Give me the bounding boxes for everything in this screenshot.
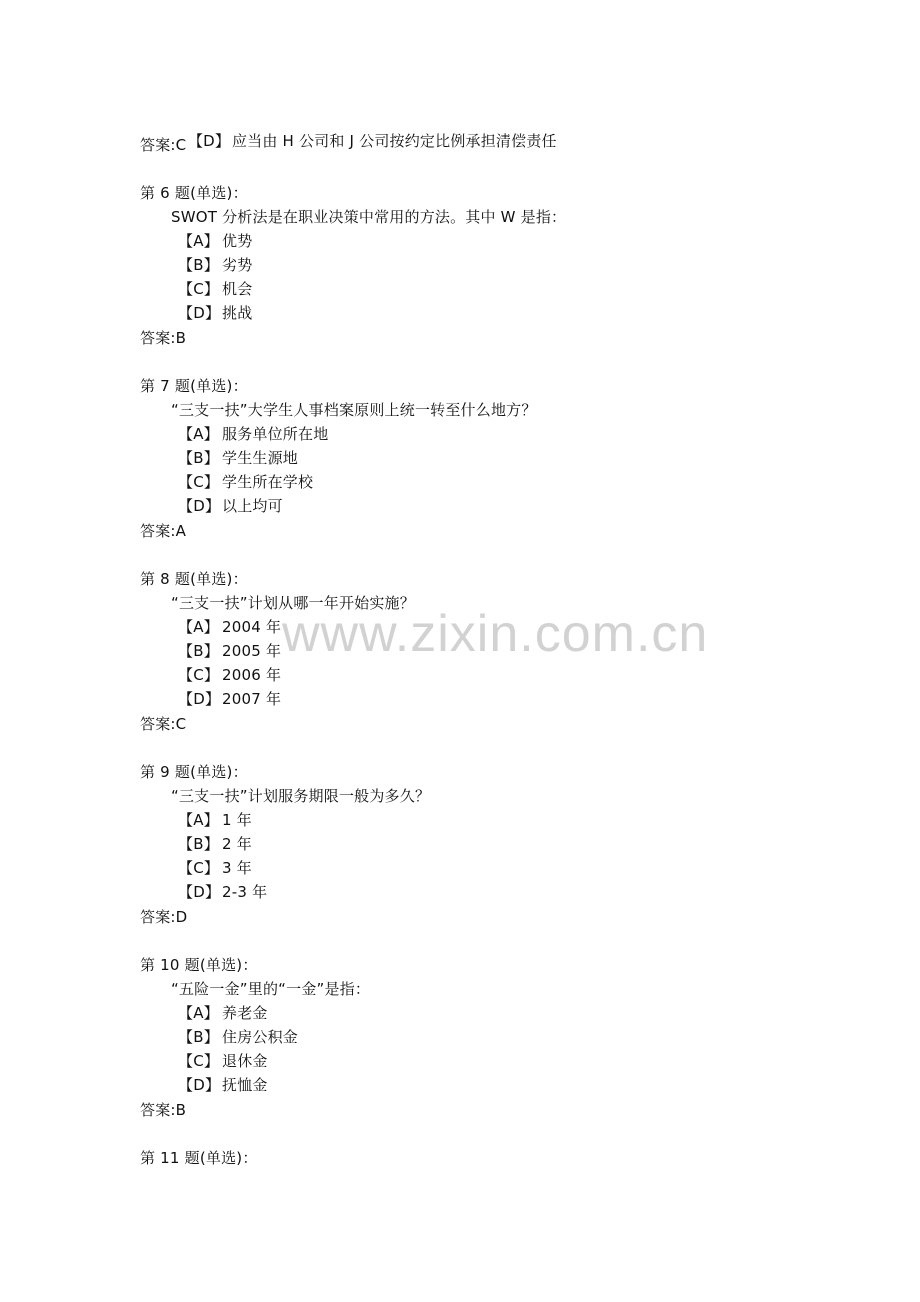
option-c (178, 472, 313, 492)
option-b (178, 641, 281, 661)
option-c (178, 279, 252, 299)
option-letter: 【D】 (187, 132, 231, 150)
option-letter: 【D】 (178, 690, 221, 708)
option-letter: 【D】 (178, 304, 221, 322)
option-text: 优势 (222, 232, 253, 250)
option-text: 2 年 (222, 835, 252, 853)
option-c (178, 1051, 268, 1071)
option-b (178, 1027, 298, 1047)
option-letter: 【A】 (178, 811, 219, 829)
option-text: 以上均可 (222, 497, 283, 515)
option-letter: 【B】 (178, 642, 219, 660)
option-b (178, 255, 252, 275)
answer: 答案:C (140, 715, 187, 733)
option-d (178, 689, 281, 709)
question-header: 第 8 题(单选)： (140, 570, 248, 588)
option-letter: 【C】 (178, 666, 220, 684)
option-b (178, 448, 298, 468)
option-text: 2005 年 (222, 642, 282, 660)
answer: 答案:A (140, 522, 187, 540)
question-header: 第 7 题(单选)： (140, 377, 248, 395)
option-letter: 【D】 (178, 1076, 221, 1094)
option-letter: 【B】 (178, 1028, 219, 1046)
option-c (178, 858, 252, 878)
option-text: 抚恤金 (222, 1076, 268, 1094)
option-letter: 【C】 (178, 1052, 220, 1070)
option-text: 挑战 (222, 304, 253, 322)
option-text: 1 年 (222, 811, 252, 829)
option-letter: 【A】 (178, 618, 219, 636)
option-letter: 【D】 (178, 497, 221, 515)
option-letter: 【B】 (178, 256, 219, 274)
option-a (178, 810, 252, 830)
question-header: 第 10 题(单选)： (140, 956, 258, 974)
option-d (178, 882, 267, 902)
option-letter: 【C】 (178, 280, 220, 298)
option-text: 2004 年 (222, 618, 282, 636)
question-stem: “五险一金”里的“一金”是指： (171, 980, 371, 998)
option-a (178, 424, 328, 444)
option-text: 3 年 (222, 859, 252, 877)
answer: 答案:B (140, 329, 187, 347)
question-header: 第 9 题(单选)： (140, 763, 248, 781)
option-d (178, 303, 252, 323)
option-letter: 【D】 (178, 883, 221, 901)
option-d (178, 496, 283, 516)
option-d (178, 1075, 268, 1095)
question-stem: “三支一扶”计划服务期限一般为多久？ (171, 787, 431, 805)
option-text: 2007 年 (222, 690, 282, 708)
option-text: 养老金 (222, 1004, 268, 1022)
option-c (178, 665, 281, 685)
option-text: 学生生源地 (222, 449, 299, 467)
option-text: 退休金 (222, 1052, 268, 1070)
watermark: www.zixin.com.cn (282, 605, 709, 663)
option-letter: 【A】 (178, 1004, 219, 1022)
option-a (178, 231, 252, 251)
answer: 答案:D (140, 908, 188, 926)
option-a (178, 617, 281, 637)
question-header: 第 11 题(单选)： (140, 1149, 258, 1167)
question-header: 第 6 题(单选)： (140, 184, 248, 202)
option-letter: 【C】 (178, 859, 220, 877)
option-text: 应当由 H 公司和 J 公司按约定比例承担清偿责任 (231, 132, 557, 150)
option-a (178, 1003, 268, 1023)
option-b (178, 834, 252, 854)
option-text: 劣势 (222, 256, 253, 274)
option-text: 机会 (222, 280, 253, 298)
option-letter: 【A】 (178, 232, 219, 250)
option-text: 住房公积金 (222, 1028, 299, 1046)
option-text: 2006 年 (222, 666, 282, 684)
question-stem: “三支一扶”大学生人事档案原则上统一转至什么地方？ (171, 401, 537, 419)
option-letter: 【A】 (178, 425, 219, 443)
question-stem: “三支一扶”计划从哪一年开始实施？ (171, 594, 415, 612)
option-letter: 【B】 (178, 835, 219, 853)
option-letter: 【C】 (178, 473, 220, 491)
question-stem: SWOT 分析法是在职业决策中常用的方法。其中 W 是指： (171, 208, 567, 226)
option-text: 学生所在学校 (222, 473, 314, 491)
answer: 答案:B (140, 1101, 187, 1119)
option-text: 服务单位所在地 (222, 425, 329, 443)
option-d (178, 111, 557, 151)
option-letter: 【B】 (178, 449, 219, 467)
answer: 答案:C (140, 136, 187, 154)
option-text: 2-3 年 (222, 883, 268, 901)
